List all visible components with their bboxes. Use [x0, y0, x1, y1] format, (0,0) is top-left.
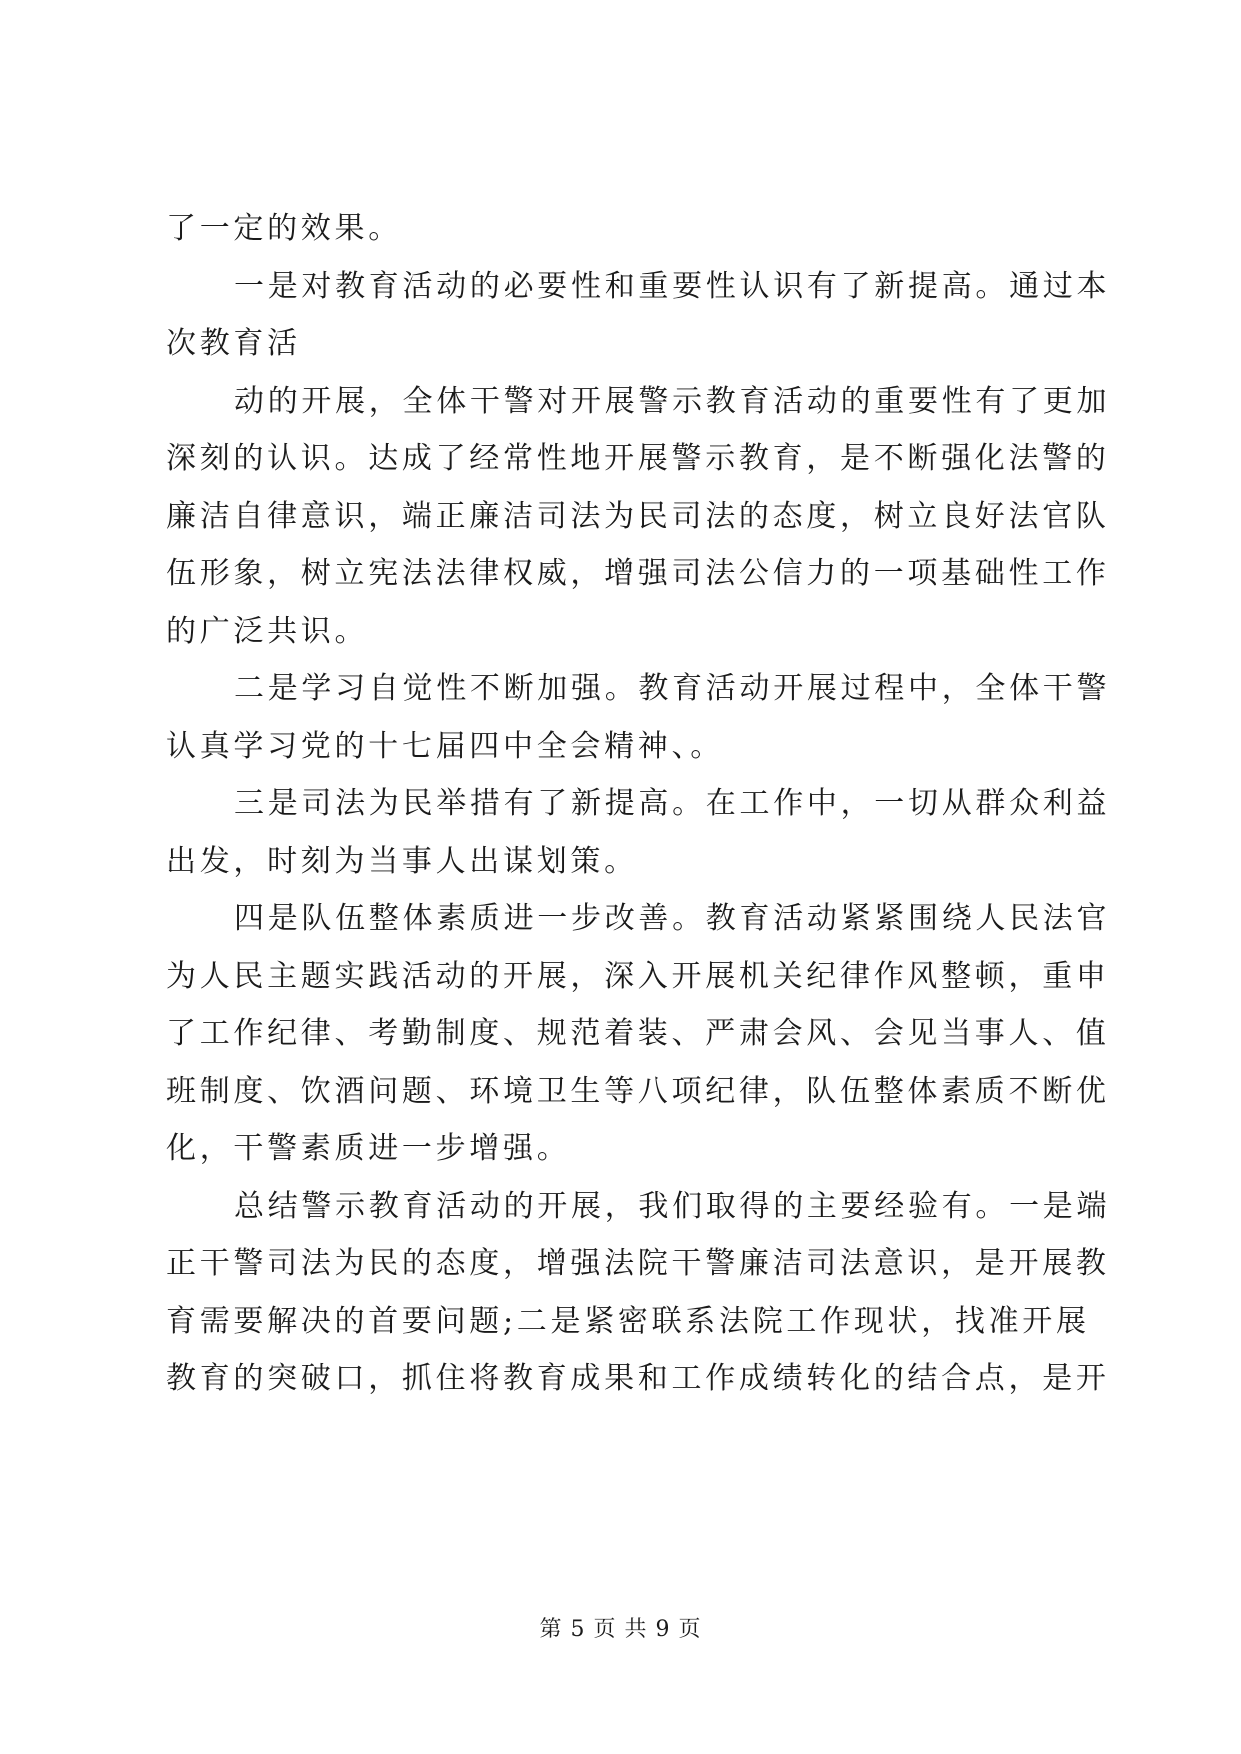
text-line: 育需要解决的首要问题;二是紧密联系法院工作现状，找准开展 [166, 1303, 1090, 1339]
text-line: 出发，时刻为当事人出谋划策。 [166, 843, 638, 879]
text-line: 的广泛共识。 [166, 613, 369, 649]
text-line: 一是对教育活动的必要性和重要性认识有了新提高。通过本 [234, 268, 1111, 304]
text-line: 正干警司法为民的态度，增强法院干警廉洁司法意识，是开展教 [166, 1246, 1110, 1281]
text-line: 伍形象，树立宪法法律权威，增强司法公信力的一项基础性工作 [166, 556, 1110, 591]
text-line: 了一定的效果。 [166, 211, 402, 246]
text-line: 总结警示教育活动的开展，我们取得的主要经验有。一是端 [234, 1188, 1111, 1224]
text-line: 化，干警素质进一步增强。 [166, 1131, 571, 1166]
text-line: 为人民主题实践活动的开展，深入开展机关纪律作风整顿，重申 [166, 958, 1110, 994]
text-line: 二是学习自觉性不断加强。教育活动开展过程中，全体干警 [234, 671, 1111, 706]
text-line: 认真学习党的十七届四中全会精神、。 [166, 728, 724, 764]
text-line: 四是队伍整体素质进一步改善。教育活动紧紧围绕人民法官 [234, 901, 1111, 936]
text-line: 三是司法为民举措有了新提高。在工作中，一切从群众利益 [234, 786, 1111, 821]
text-line: 廉洁自律意识，端正廉洁司法为民司法的态度，树立良好法官队 [166, 498, 1110, 534]
text-line: 动的开展，全体干警对开展警示教育活动的重要性有了更加 [234, 383, 1111, 419]
text-line: 班制度、饮酒问题、环境卫生等八项纪律，队伍整体素质不断优 [166, 1073, 1110, 1109]
document-body [166, 200, 1111, 1408]
text-line: 了工作纪律、考勤制度、规范着装、严肃会风、会见当事人、值 [166, 1016, 1110, 1051]
page-footer: 第 5 页 共 9 页 [539, 1617, 702, 1642]
text-line: 教育的突破口，抓住将教育成果和工作成绩转化的结合点，是开 [166, 1361, 1110, 1396]
text-line: 深刻的认识。达成了经常性地开展警示教育，是不断强化法警的 [166, 441, 1110, 476]
text-line: 次教育活 [166, 326, 301, 361]
